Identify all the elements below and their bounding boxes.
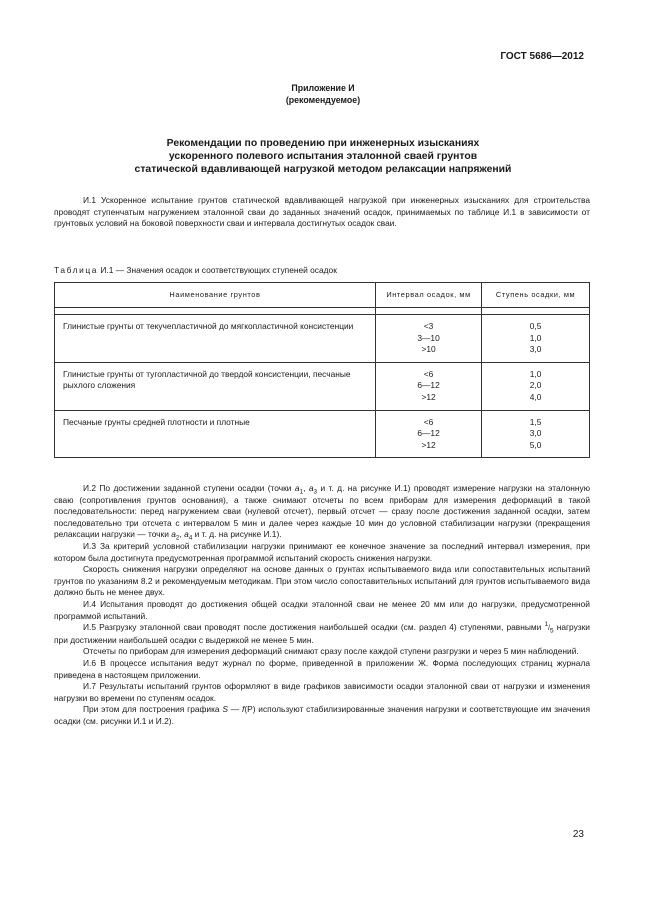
interval-cell bbox=[375, 315, 481, 363]
table-header-row bbox=[55, 283, 590, 308]
symbol-a: a bbox=[308, 483, 314, 493]
fraction-numerator: 1 bbox=[544, 621, 549, 629]
interval-value: <6 bbox=[423, 416, 434, 427]
settlement-table bbox=[54, 282, 590, 458]
interval-value: 6—12 bbox=[417, 380, 440, 391]
paragraph-i5 bbox=[54, 622, 590, 646]
table-row bbox=[55, 315, 590, 363]
symbol-s: S bbox=[222, 704, 228, 715]
intro-text bbox=[54, 195, 590, 230]
step-value: 3,0 bbox=[529, 428, 542, 439]
interval-cell bbox=[375, 362, 481, 410]
step-value: 1,5 bbox=[529, 416, 542, 427]
appendix-title: Приложение И bbox=[291, 83, 355, 93]
table-row bbox=[55, 362, 590, 410]
table-caption-word: Таблица bbox=[54, 265, 99, 275]
soil-name: Глинистые грунты от текучепластичной до мягкопластичной консистенции bbox=[55, 315, 376, 363]
step-value: 4,0 bbox=[529, 391, 542, 402]
text-run: (P) bbox=[244, 704, 256, 715]
interval-value: 3—10 bbox=[417, 332, 440, 343]
paragraph-unloading: Отсчеты по приборам для измерения деформаций снимают сразу после каждой ступени разгрузки и через 5 мин наблюдений. bbox=[83, 646, 579, 657]
table-caption bbox=[54, 265, 337, 277]
step-value: 3,0 bbox=[529, 344, 542, 355]
header-step: Ступень осадки, мм bbox=[482, 283, 590, 308]
paragraph-i4: И.4 Испытания проводят до достижения общей осадки эталонной сваи не менее 20 мм или до нагрузки, предусмотренной программой испытаний. bbox=[54, 598, 590, 621]
table-caption-text: И.1 — Значения осадок и соответствующих ступеней осадок bbox=[98, 265, 337, 275]
text-run: При этом для построения графика bbox=[83, 704, 223, 715]
paragraph-i6: И.6 В процессе испытания ведут журнал по форме, приведенной в приложении Ж. Форма последующих страниц журнала приведена в настоящем приложении. bbox=[54, 657, 590, 680]
paragraph-i1: И.1 Ускоренное испытание грунтов статической вдавливающей нагрузкой при инженерных изысканиях для строительства проводят ступенчатым нагружением эталонной сваи до заданных значений осадок, принимаемых по таблице И.1 в зависимости от грунтовых условий на боковой поверхности сваи и интервала достигнутых осадок сваи. bbox=[54, 195, 590, 229]
paragraph-rate: Скорость снижения нагрузки определяют на основе данных о грунтах испытываемого вида или сопоставительных испытаний грунтов по указаниям 8.2 и рекомендуемым методикам. При этом число сопоставительных испытаний для грунтов испытываемого вида должно быть не менее двух. bbox=[54, 564, 590, 598]
step-value: 0,5 bbox=[529, 321, 542, 331]
step-value: 5,0 bbox=[529, 439, 542, 450]
table-spacer bbox=[55, 308, 590, 315]
header-soil: Наименование грунтов bbox=[55, 283, 376, 308]
soil-name: Глинистые грунты от тугопластичной до твердой консистенции, песчаные рыхлого сложения bbox=[55, 362, 376, 410]
text-run: используют стабилизированные значения нагрузки и соответствующие им значения осадки (см. рисунки И.1 и И.2). bbox=[54, 704, 590, 726]
interval-value: <6 bbox=[423, 368, 434, 379]
step-value: 2,0 bbox=[529, 380, 542, 391]
subscript: 3 bbox=[313, 488, 318, 496]
subscript: 2 bbox=[175, 535, 180, 543]
text-run: — bbox=[228, 704, 242, 715]
interval-value: <3 bbox=[423, 321, 434, 331]
subscript: 1 bbox=[299, 488, 304, 496]
symbol-f: f bbox=[241, 704, 245, 715]
text-run: и т. д. на рисунке И.1). bbox=[192, 529, 282, 540]
header-interval: Интервал осадок, мм bbox=[375, 283, 481, 308]
section-heading bbox=[0, 137, 646, 177]
page-number: 23 bbox=[572, 829, 584, 840]
step-value: 1,0 bbox=[529, 332, 542, 343]
text-run: и т. д. на рисунке И.1) проводят измерение нагрузки на эталонную сваю (сопротивления грунтов основания), а также снимают отсчеты по всем приборам для измерения деформаций в такой последовательности: перед нагружением сваи (нулевой отсчет), первый отсчет — сразу после достижения заданной осадки, затем последовательно три отсчета с интервалом 5 мин и далее через каждые 10 мин до условной стабилизации нагрузки (прекращения релаксации нагрузки — точки bbox=[54, 483, 590, 540]
symbol-a: a bbox=[294, 483, 300, 493]
text-run: , bbox=[303, 483, 309, 493]
subscript: 4 bbox=[188, 535, 193, 543]
step-cell bbox=[482, 410, 590, 458]
paragraph-graph bbox=[54, 704, 590, 727]
fraction-slash: / bbox=[548, 625, 550, 633]
interval-value: 6—12 bbox=[417, 428, 440, 439]
heading-line-2: ускоренного полевого испытания эталонной сваей грунтов bbox=[168, 151, 478, 163]
interval-value: >12 bbox=[421, 439, 436, 450]
paragraph-i2 bbox=[54, 483, 590, 541]
text-run: нагрузки при достижении наибольшей осадки с выдержкой не менее 5 мин. bbox=[54, 622, 590, 645]
soil-name: Песчаные грунты средней плотности и плотные bbox=[55, 410, 376, 458]
step-value: 1,0 bbox=[529, 368, 542, 379]
heading-line-3: статической вдавливающей нагрузкой методом релаксации напряжений bbox=[134, 164, 512, 176]
interval-value: >10 bbox=[421, 344, 436, 355]
text-run: И.2 По достижении заданной ступени осадки (точки bbox=[83, 483, 295, 493]
text-run: И.5 Разгрузку эталонной сваи проводят после достижения наибольшей осадки (см. раздел 4) ступенями, равными bbox=[83, 622, 545, 633]
paragraph-i3: И.3 За критерий условной стабилизации нагрузки принимают ее конечное значение за последний интервал измерения, при котором была достигнута предусмотренная программой испытаний скорость снижения нагрузки. bbox=[54, 540, 590, 563]
appendix-status: (рекомендуемое) bbox=[285, 95, 361, 105]
standard-designation: ГОСТ 5686—2012 bbox=[500, 51, 584, 62]
step-cell bbox=[482, 362, 590, 410]
appendix-label bbox=[0, 82, 646, 106]
step-cell bbox=[482, 315, 590, 363]
symbol-a: a bbox=[171, 529, 176, 540]
body-text bbox=[54, 483, 590, 727]
interval-cell bbox=[375, 410, 481, 458]
fraction-denominator: 5 bbox=[549, 627, 554, 635]
interval-value: >12 bbox=[421, 391, 436, 402]
table-row bbox=[55, 410, 590, 458]
text-run: , bbox=[179, 529, 185, 540]
heading-line-1: Рекомендации по проведению при инженерных изысканиях bbox=[166, 138, 480, 149]
symbol-a: a bbox=[184, 529, 189, 540]
paragraph-i7: И.7 Результаты испытаний грунтов оформляют в виде графиков зависимости осадки эталонной сваи от нагрузки и изменения нагрузки во времени по ступеням осадок. bbox=[54, 681, 590, 703]
